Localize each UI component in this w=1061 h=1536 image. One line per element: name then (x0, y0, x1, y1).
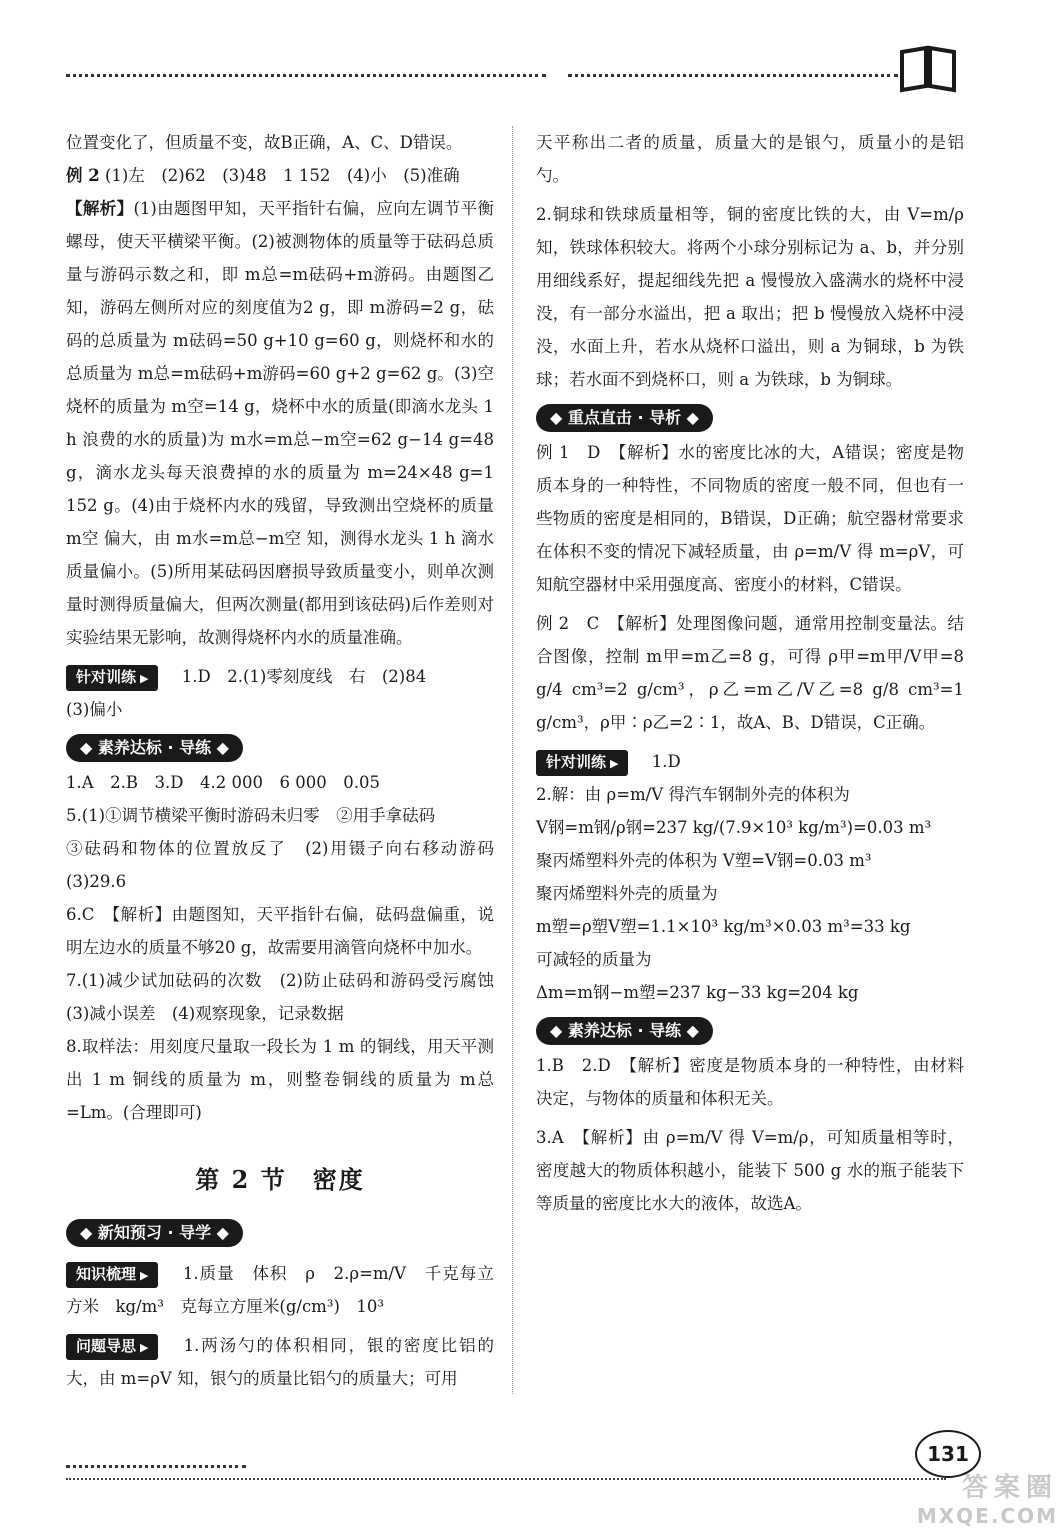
answer-line: 8.取样法：用刻度尺量取一段长为 1 m 的铜线，用天平测出 1 m 铜线的质量为 m，则整卷铜线的质量为 m总=Lm。(合理即可) (66, 1037, 494, 1122)
training-answer-text: 1.D (651, 752, 681, 771)
page-number: 131 (915, 1430, 981, 1478)
solution-line: m塑=ρ塑V塑=1.1×10³ kg/m³×0.03 m³=33 kg (536, 917, 911, 936)
knowledge-tag: 知识梳理 ▶ (66, 1262, 158, 1288)
training-answer-line2: (3)偏小 (66, 700, 123, 719)
question-answers (66, 1329, 494, 1395)
footer-rule (66, 1478, 946, 1480)
training-answers (66, 660, 494, 693)
section-banner: ◆ 新知预习 · 导学 ◆ (66, 1219, 243, 1247)
header-rule-left (66, 74, 546, 77)
example-1: 例 1 D 【解析】水的密度比冰的大，A错误；密度是物质本身的一种特性，不同物质的密度一般不同，但也有一些物质的密度是相同的，B错误，D正确；航空器材常要求在体积不变的情况下减轻质量，由 ρ=m/V 得 m=ρV，可知航空器材中采用强度高、密度小的材料，C错误。 (536, 443, 964, 594)
answer-line: 6.C 【解析】由题图知，天平指针右偏，砝码盘偏重，说明左边水的质量不够20 g，故需要用滴管向烧杯中加水。 (66, 905, 494, 957)
answer-line: 3.A 【解析】由 ρ=m/V 得 V=m/ρ，可知质量相等时，密度越大的物质体积越小，能装下 500 g 水的瓶子能装下等质量的密度比水大的液体，故选A。 (536, 1128, 964, 1213)
section-banner: ◆ 重点直击 · 导析 ◆ (536, 404, 713, 432)
answer-line: 7.(1)减少试加砝码的次数 (2)防止砝码和游码受污腐蚀 (3)减小误差 (4)观察现象，记录数据 (66, 971, 511, 1023)
text-line: 位置变化了，但质量不变，故B正确，A、C、D错误。 (66, 133, 463, 152)
knowledge-answers (66, 1257, 494, 1323)
training-answer-text: 1.D 2.(1)零刻度线 右 (2)84 (181, 667, 427, 686)
analysis (66, 192, 494, 654)
analysis-text: (1)由题图甲知，天平指针右偏，应向左调节平衡螺母，使天平横梁平衡。(2)被测物体的质量等于砝码总质量与游码示数之和，即 m总=m砝码+m游码。由题图乙知，游码左侧所对应的刻度值为2 g，即 m游码=2 g，砝码的总质量为 m砝码=50 g+10 g=60 g，则烧杯和水的总质量为 m总=m砝码+m游码=60 g+2 g=62 g。(3)空烧杯的质量为 m空=14 g，烧杯中水的质量(即滴水龙头 1 h 浪费的水的质量)为 m水=m总−m空=62 g−14 g=48 g，滴水龙头每天浪费掉的水的质量为 m=24×48 g=1 152 g。(4)由于烧杯内水的残留，导致测出空烧杯的质量 m空 偏大，由 m水=m总−m空 知，测得水龙头 1 h 滴水质量偏小。(5)所用某砝码因磨损导致质量变小，则单次测量时测得质量偏大，但两次测量(都用到该砝码)后作差则对实验结果无影响，故测得烧杯内水的质量准确。 (66, 199, 494, 647)
section-banner: ◆ 素养达标 · 导练 ◆ (536, 1017, 713, 1045)
example-2 (66, 159, 494, 192)
answer-line: 1.A 2.B 3.D 4.2 000 6 000 0.05 (66, 773, 380, 792)
header-rule-right (568, 74, 898, 77)
solution-line: 2.解：由 ρ=m/V 得汽车钢制外壳的体积为 (536, 785, 850, 804)
analysis-label: 【解析】 (66, 199, 134, 218)
answer-line: 1.B 2.D 【解析】密度是物质本身的一种特性，由材料决定，与物体的质量和体积无关。 (536, 1056, 964, 1108)
watermark-en: MXQE.COM (916, 1504, 1058, 1528)
text-line: 天平称出二者的质量，质量大的是银勺，质量小的是铝勺。 (536, 133, 964, 185)
example-2: 例 2 C 【解析】处理图像问题，通常用控制变量法。结合图像，控制 m甲=m乙=8 g，可得 ρ甲=m甲/V甲=8 g/4 cm³=2 g/cm³，ρ乙=m乙/V乙=8 g/8 cm³=1 g/cm³，ρ甲∶ρ乙=2∶1，故A、B、D错误，C正确。 (536, 614, 964, 732)
answer-line: 5.(1)①调节横梁平衡时游码未归零 ②用手拿砝码 (66, 806, 436, 825)
answer-line: ③砝码和物体的位置放反了 (2)用镊子向右移动游码 (3)29.6 (66, 839, 511, 891)
solution-line: Δm=m钢−m塑=237 kg−33 kg=204 kg (536, 983, 859, 1002)
knowledge-answer-text: 1.质量 体积 ρ 2.ρ=m/V 千克每立方米 kg/m³ 克每立方厘米(g/cm³) 10³ (66, 1264, 494, 1316)
training-answers (536, 745, 964, 778)
book-icon (898, 42, 958, 94)
section-title: 第 2 节 密度 (195, 1165, 365, 1194)
training-tag: 针对训练 ▶ (536, 750, 628, 776)
footer-rule-short (66, 1465, 246, 1468)
solution-line: V钢=m钢/ρ钢=237 kg/(7.9×10³ kg/m³)=0.03 m³ (536, 818, 932, 837)
example-label: 例 2 (66, 166, 100, 185)
solution-line: 聚丙烯塑料外壳的体积为 V塑=V钢=0.03 m³ (536, 851, 872, 870)
question-tag: 问题导思 ▶ (66, 1334, 158, 1360)
left-column (66, 126, 511, 1395)
text-paragraph: 2.铜球和铁球质量相等，铜的密度比铁的大，由 V=m/ρ 知，铁球体积较大。将两个小球分别标记为 a、b，并分别用细线系好，提起细线先把 a 慢慢放入盛满水的烧杯中浸没，有一部分水溢出，把 a 取出；把 b 慢慢放入烧杯中浸没，水面上升，若水从烧杯口溢出，则 a 为铜球，b 为铁球；若水面不到烧杯口，则 a 为铁球，b 为铜球。 (536, 205, 964, 389)
training-tag: 针对训练 ▶ (66, 665, 158, 691)
right-column (536, 126, 964, 1220)
watermark-cn: 答案圈 (961, 1473, 1058, 1503)
solution-line: 可减轻的质量为 (536, 950, 652, 969)
question-answer-text: 1.两汤勺的体积相同，银的密度比铝的大，由 m=ρV 知，银勺的质量比铝勺的质量大；可用 (66, 1336, 495, 1388)
section-banner: ◆ 素养达标 · 导练 ◆ (66, 734, 243, 762)
solution-line: 聚丙烯塑料外壳的质量为 (536, 884, 718, 903)
column-divider (512, 126, 513, 1394)
watermark (888, 1474, 1058, 1532)
example-answer: (1)左 (2)62 (3)48 1 152 (4)小 (5)准确 (104, 166, 460, 185)
